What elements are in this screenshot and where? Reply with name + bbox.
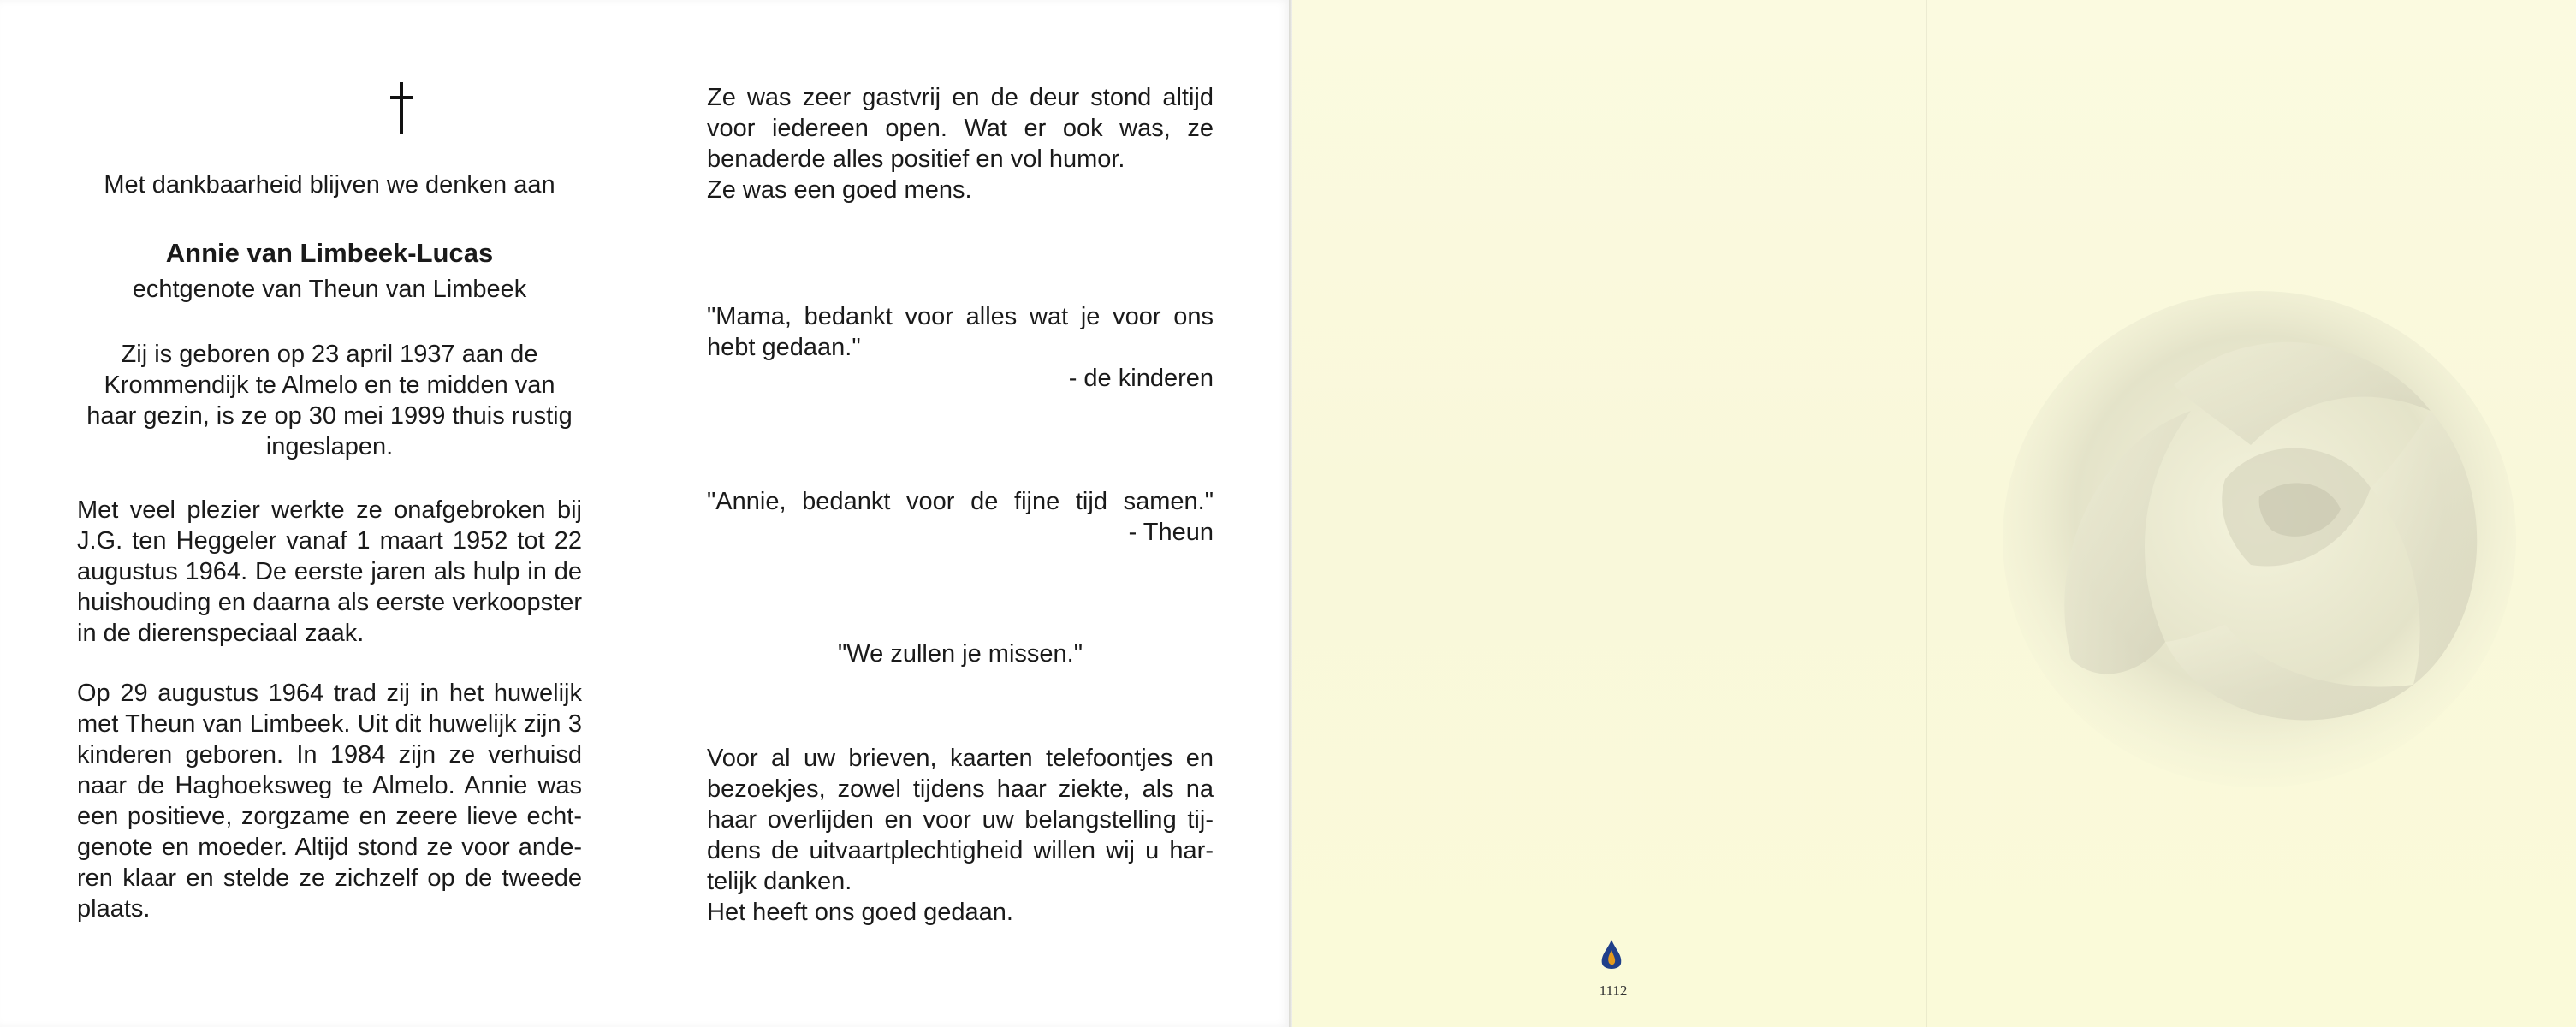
birth-death-paragraph: Zij is geboren op 23 april 1937 aan de Krommendijk te Almelo en te midden van haar gezin, is ze op 30 mei 1999 thuis rustig ingeslapen. — [86, 341, 573, 460]
marriage-paragraph: Op 29 augustus 1964 trad zij in het huwelijk met Theun van Limbeek. Uit dit huwelijk zijn 3 kinderen geboren. In 1984 zijn ze verhuisd naar de Haghoeksweg te Almelo. Annie was een positieve, zorgzame en zeere lieve echtgenote en moeder. Altijd stond ze voor anderen klaar en stelde ze zichzelf op de tweede plaats. — [77, 680, 582, 923]
intro-line: Met dankbaarheid blijven we denken aan — [104, 171, 555, 199]
back-fold-line — [1926, 0, 1927, 1027]
work-paragraph: Met veel plezier werkte ze onafgebroken bij J.G. ten Heggeler vanaf 1 maart 1952 tot 22 augustus 1964. De eerste jaren als hulp in de huishouding en daarna als eerste verkoopster in de dierenspeciaal zaak. — [77, 496, 582, 647]
flame-drop-logo-icon — [1599, 938, 1624, 972]
print-code: 1112 — [1599, 982, 1628, 999]
thanks-text: Voor al uw brieven, kaarten telefoontjes en bezoekjes, zowel tijdens haar ziekte, als na haar overlijden en voor uw belangstelling tijdens de uitvaartplechtigheid willen wij u hartelijk danken. — [707, 745, 1214, 895]
husband-signature: - Theun — [1128, 519, 1214, 546]
children-signature: - de kinderen — [1068, 365, 1214, 392]
children-quote: "Mama, bedankt voor alles wat je voor ons hebt gedaan." — [707, 303, 1214, 361]
rose-image — [1968, 282, 2533, 813]
thanks-closing: Het heeft ons goed gedaan. — [707, 899, 1013, 926]
character-paragraph — [707, 82, 1214, 205]
cross-icon — [385, 82, 419, 142]
character-text: Ze was zeer gastvrij en de deur stond altijd voor iedereen open. Wat er ook was, ze benaderde alles positief en vol humor. — [707, 84, 1214, 173]
good-person-line: Ze was een goed mens. — [707, 176, 972, 204]
miss-you-quote: "We zullen je missen." — [838, 640, 1083, 668]
thanks-paragraph — [707, 743, 1214, 928]
husband-quote: "Annie, bedankt voor de fijne tijd samen." — [707, 488, 1214, 515]
deceased-name: Annie van Limbeek-Lucas — [165, 238, 494, 268]
spouse-line: echtgenote van Theun van Limbeek — [132, 276, 527, 303]
